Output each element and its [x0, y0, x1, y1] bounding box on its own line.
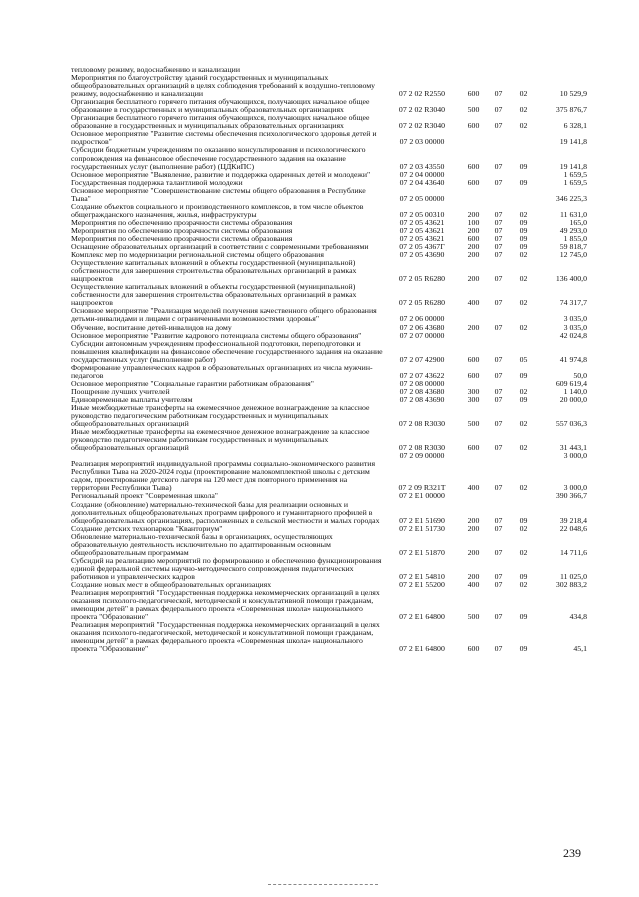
- expense-type-cell: 200: [467, 242, 480, 252]
- target-code-cell: 07 2 05 R6280: [398, 274, 446, 284]
- section-cell: 07: [494, 121, 503, 131]
- expense-name-cell: Основное мероприятие "Выявление, развитие и поддержка одаренных детей и молодежи": [71, 169, 371, 179]
- expense-type-cell: 200: [467, 209, 480, 219]
- amount-cell: [536, 66, 587, 74]
- amount-cell: 19 141,8: [559, 137, 587, 147]
- target-code-cell: 07 2 09 00000: [399, 451, 445, 461]
- subsection-cell: 09: [519, 242, 528, 252]
- subsection-cell: 09: [519, 571, 528, 581]
- amount-cell: 434,8: [569, 612, 587, 622]
- amount-cell: 3 000,0: [563, 451, 587, 461]
- subsection-cell: 02: [519, 121, 528, 131]
- amount-cell: 165,0: [569, 217, 587, 227]
- section-cell: 07: [494, 209, 503, 219]
- expense-name-cell: Осуществление капитальных вложений в объекты государственной (муниципальной) собственности для завершения строительства образовательных организаций в рамках нацпроектов: [71, 258, 357, 284]
- target-code-cell: 07 2 Е1 51730: [399, 523, 445, 533]
- expense-name-cell: Государственная поддержка талантливой молодежи: [71, 177, 243, 187]
- section-cell: 07: [494, 161, 503, 171]
- expense-name-cell: Осуществление капитальных вложений в объекты государственной (муниципальной) собственности для завершения строительства образовательных организаций в рамках нацпроектов: [71, 282, 357, 308]
- expense-type-cell: 300: [467, 386, 480, 396]
- subsection-cell: 02: [519, 523, 528, 533]
- target-code-cell: 07 2 Е1 54810: [399, 571, 445, 581]
- subsection-cell: 02: [519, 298, 528, 308]
- expense-type-cell: 600: [467, 370, 480, 380]
- table-row: [71, 146, 587, 170]
- target-code-cell: 07 2 09 R321Т: [398, 483, 446, 493]
- expense-type-cell: 600: [467, 161, 480, 171]
- expense-name-cell: Формирование управленческих кадров в образовательных организациях из числа мужчин-педагогов: [71, 362, 373, 380]
- table-row: [71, 283, 587, 307]
- section-cell: 07: [494, 233, 503, 243]
- expense-type-cell: 200: [467, 322, 480, 332]
- section-cell: 07: [494, 394, 503, 404]
- expense-name-cell: Обучение, воспитание детей-инвалидов на дому: [71, 322, 232, 332]
- expense-type-cell: 600: [467, 89, 480, 99]
- target-code-cell: 07 2 04 00000: [399, 169, 445, 179]
- table-row: [71, 557, 587, 581]
- expense-type-cell: 600: [467, 121, 480, 131]
- amount-cell: 375 876,7: [555, 105, 587, 115]
- expense-name-cell: Создание новых мест в общеобразовательных организациях: [71, 580, 272, 589]
- amount-cell: 45,1: [573, 644, 587, 654]
- table-row: [71, 203, 587, 219]
- target-code-cell: 07 2 05 43690: [399, 250, 445, 260]
- expense-type-cell: 600: [467, 354, 480, 364]
- budget-table: [71, 66, 587, 653]
- subsection-cell: 02: [519, 89, 528, 99]
- section-cell: 07: [494, 571, 503, 581]
- expense-name-cell: Создание (обновление) материально-технической базы для реализации основных и дополнительных общеобразовательных программ цифрового и гуманитарного профилей в общеобразовательных организациях, расположенных в сельской местности и малых городах: [71, 499, 380, 525]
- table-row: [71, 74, 587, 98]
- target-code-cell: 07 2 Е1 64800: [399, 644, 445, 654]
- expense-type-cell: [461, 307, 486, 323]
- subsection-cell: 09: [519, 370, 528, 380]
- target-code-cell: [383, 66, 461, 74]
- expense-type-cell: [461, 492, 486, 500]
- section-cell: 07: [494, 177, 503, 187]
- amount-cell: 42 024,8: [559, 330, 587, 340]
- section-cell: 07: [494, 225, 503, 235]
- target-code-cell: 07 2 Е1 00000: [399, 491, 445, 501]
- table-row: [71, 460, 587, 492]
- subsection-cell: [511, 66, 536, 74]
- section-cell: 07: [494, 443, 503, 453]
- section-cell: 07: [494, 298, 503, 308]
- subsection-cell: 02: [519, 105, 528, 115]
- section-cell: [486, 187, 511, 203]
- expense-name-cell: Организация бесплатного горячего питания обучающихся, получающих начальное общее образование в государственных и муниципальных образовательных организациях: [71, 97, 370, 115]
- section-cell: 07: [494, 386, 503, 396]
- expense-name-cell: тепловому режиму, водоснабжению и канализации: [71, 65, 241, 74]
- section-cell: 07: [494, 217, 503, 227]
- expense-type-cell: 400: [467, 483, 480, 493]
- expense-type-cell: [461, 130, 486, 146]
- expense-type-cell: 600: [467, 644, 480, 654]
- expense-name-cell: Субсидии автономным учреждениям профессиональной подготовки, переподготовки и повышения квалификации на финансовое обеспечение государственного задания на оказание государственных услуг (выполнение работ): [71, 338, 383, 364]
- expense-type-cell: 500: [467, 612, 480, 622]
- expense-type-cell: 400: [467, 580, 480, 589]
- target-code-cell: 07 2 08 43680: [399, 386, 445, 396]
- subsection-cell: 09: [519, 177, 528, 187]
- table-row: [71, 340, 587, 364]
- section-cell: [486, 452, 511, 460]
- expense-name-cell: Субсидий на реализацию мероприятий по формированию и обеспечению функционирования единой федеральной системы научно-методического сопровождения педагогических работников и управленческих кадров: [71, 555, 382, 581]
- target-code-cell: 07 2 08 00000: [399, 378, 445, 388]
- table-row: [71, 364, 587, 380]
- target-code-cell: 07 2 06 43680: [399, 322, 445, 332]
- subsection-cell: 02: [519, 443, 528, 453]
- expense-type-cell: 300: [467, 394, 480, 404]
- page-number: 239: [563, 846, 581, 860]
- subsection-cell: 02: [519, 419, 528, 429]
- target-code-cell: 07 2 02 R3040: [398, 121, 446, 131]
- section-cell: 07: [494, 105, 503, 115]
- table-row: [71, 501, 587, 525]
- subsection-cell: 02: [519, 386, 528, 396]
- table-row: [71, 621, 587, 653]
- expense-name-cell: Иные межбюджетные трансферты на ежемесячное денежное вознаграждение за классное руководство педагогическим работникам государственных и муниципальных общеобразовательных организаций: [71, 402, 370, 429]
- section-cell: [486, 332, 511, 340]
- expense-name-cell: Основное мероприятие "Развитие системы обеспечения психологического здоровья детей и подростков": [71, 129, 377, 147]
- amount-cell: 50,0: [573, 370, 587, 380]
- table-row: [71, 307, 587, 323]
- table-row: [71, 98, 587, 114]
- amount-cell: 41 974,8: [559, 354, 587, 364]
- amount-cell: 136 400,0: [555, 274, 587, 284]
- target-code-cell: 07 2 04 43640: [399, 177, 445, 187]
- expense-type-cell: [461, 187, 486, 203]
- expense-name-cell: Мероприятия по благоустройству зданий государственных и муниципальных общеобразовательных организаций в целях соблюдения требований к воздушно-тепловому режиму, водоснабжению и канализации: [71, 73, 376, 99]
- amount-cell: 19 141,8: [559, 161, 587, 171]
- section-cell: 07: [494, 242, 503, 252]
- section-cell: 07: [494, 612, 503, 622]
- expense-name-cell: Комплекс мер по модернизации региональной системы общего образования: [71, 250, 324, 260]
- expense-type-cell: 200: [467, 515, 480, 525]
- expense-name-cell: Мероприятия по обеспечению прозрачности системы образования: [71, 225, 293, 235]
- target-code-cell: 07 2 Е1 55200: [399, 580, 445, 589]
- subsection-cell: 09: [519, 233, 528, 243]
- section-cell: 07: [494, 89, 503, 99]
- expense-name-cell: Поощрение лучших учителей: [71, 386, 170, 396]
- target-code-cell: 07 2 05 43621: [399, 233, 445, 243]
- amount-cell: 3 035,0: [563, 314, 587, 324]
- expense-type-cell: 200: [467, 274, 480, 284]
- target-code-cell: 07 2 08 R3030: [398, 419, 446, 429]
- section-cell: 07: [494, 322, 503, 332]
- section-cell: 07: [494, 523, 503, 533]
- expense-name-cell: Обновление материально-технической базы в организациях, осуществляющих образовательную деятельность исключительно по адаптированным основным общеобразовательным программам: [71, 531, 333, 557]
- expense-type-cell: 600: [467, 233, 480, 243]
- amount-cell: 14 711,6: [560, 547, 587, 557]
- amount-cell: 6 328,1: [563, 121, 587, 131]
- budget-table-body: [71, 66, 587, 653]
- subsection-cell: 02: [519, 580, 528, 589]
- target-code-cell: 07 2 07 00000: [399, 330, 445, 340]
- amount-cell: 346 225,3: [555, 193, 587, 203]
- subsection-cell: 09: [519, 612, 528, 622]
- amount-cell: 39 218,4: [559, 515, 587, 525]
- expense-name-cell: Основное мероприятие "Реализация моделей получения качественного общего образования детьми-инвалидами и лицами с ограниченными возможностями здоровья": [71, 306, 377, 324]
- subsection-cell: 02: [519, 322, 528, 332]
- target-code-cell: 07 2 02 R2550: [398, 89, 446, 99]
- amount-cell: 74 317,7: [559, 298, 587, 308]
- amount-cell: 49 293,0: [559, 225, 587, 235]
- amount-cell: 22 048,6: [559, 523, 587, 533]
- subsection-cell: 02: [519, 483, 528, 493]
- subsection-cell: 02: [519, 250, 528, 260]
- amount-cell: 3 000,0: [563, 483, 587, 493]
- expense-name-cell: Субсидии бюджетным учреждениям по оказанию консультирования и психологического сопровождения на финансовое обеспечение государственного задания на оказание государственных услуг (выполнение работ) (ЦДКиПС): [71, 145, 366, 171]
- expense-name-cell: Основное мероприятие "Развитие кадрового потенциала системы общего образования": [71, 330, 362, 340]
- section-cell: [486, 130, 511, 146]
- table-row: [71, 404, 587, 428]
- target-code-cell: 07 2 05 43621: [399, 225, 445, 235]
- expense-name-cell: Мероприятия по обеспечению прозрачности системы образования: [71, 217, 293, 227]
- amount-cell: 390 366,7: [555, 491, 587, 501]
- expense-type-cell: 200: [467, 547, 480, 557]
- table-row: [71, 130, 587, 146]
- expense-name-cell: Организация бесплатного горячего питания обучающихся, получающих начальное общее образование в государственных и муниципальных образовательных организациях: [71, 113, 370, 131]
- expense-name-cell: Иные межбюджетные трансферты на ежемесячное денежное вознаграждение за классное руководство педагогическим работникам государственных и муниципальных общеобразовательных организаций: [71, 427, 370, 453]
- expense-name-cell: Реализация мероприятий "Государственная поддержка некоммерческих организаций в целях оказания психолого-педагогической, методической и консультативной помощи гражданам, имеющим детей" в рамках федерального проекта «Современная школа» национального проекта "Образование": [71, 588, 380, 622]
- target-code-cell: 07 2 05 R6280: [398, 298, 446, 308]
- target-code-cell: 07 2 03 00000: [399, 137, 445, 147]
- section-cell: [486, 492, 511, 500]
- expense-type-cell: 200: [467, 250, 480, 260]
- amount-cell: 1 659,5: [563, 169, 587, 179]
- target-code-cell: 07 2 08 43690: [399, 394, 445, 404]
- section-cell: 07: [494, 515, 503, 525]
- target-code-cell: 07 2 05 43621: [399, 217, 445, 227]
- expense-name-cell: Региональный проект "Современная школа": [71, 491, 218, 501]
- amount-cell: 302 883,2: [555, 580, 587, 589]
- expense-type-cell: 600: [467, 177, 480, 187]
- section-cell: 07: [494, 547, 503, 557]
- target-code-cell: 07 2 Е1 51870: [399, 547, 445, 557]
- expense-type-cell: [461, 332, 486, 340]
- target-code-cell: 07 2 07 42900: [399, 354, 445, 364]
- section-cell: 07: [494, 483, 503, 493]
- subsection-cell: 09: [519, 161, 528, 171]
- expense-name-cell: Реализация мероприятий "Государственная поддержка некоммерческих организаций в целях оказания психолого-педагогической, методической и консультативной помощи гражданам, имеющим детей" в рамках федерального проекта «Современная школа» национального проекта "Образование": [71, 620, 380, 654]
- amount-cell: 10 529,9: [559, 89, 587, 99]
- footer-rule: [268, 884, 378, 885]
- target-code-cell: 07 2 05 00000: [399, 193, 445, 203]
- subsection-cell: 02: [519, 547, 528, 557]
- expense-type-cell: [461, 66, 486, 74]
- expense-name-cell: Основное мероприятие "Совершенствование системы общего образования в Республике Тыва": [71, 185, 366, 203]
- table-row: [71, 259, 587, 283]
- subsection-cell: [511, 307, 536, 323]
- amount-cell: 1 140,0: [563, 386, 587, 396]
- amount-cell: 59 818,7: [559, 242, 587, 252]
- expense-name-cell: Единовременные выплаты учителям: [71, 394, 193, 404]
- table-row: [71, 187, 587, 203]
- expense-type-cell: [461, 452, 486, 460]
- expense-type-cell: 600: [467, 443, 480, 453]
- subsection-cell: [511, 332, 536, 340]
- subsection-cell: [511, 492, 536, 500]
- expense-type-cell: 200: [467, 225, 480, 235]
- table-row: [71, 533, 587, 557]
- expense-name-cell: Создание детских технопарков "Кванториум": [71, 523, 223, 533]
- expense-type-cell: 500: [467, 419, 480, 429]
- expense-name-cell: Основное мероприятие "Социальные гарантии работникам образования": [71, 378, 314, 388]
- target-code-cell: 07 2 Е1 51690: [399, 515, 445, 525]
- subsection-cell: 09: [519, 217, 528, 227]
- section-cell: 07: [494, 580, 503, 589]
- expense-type-cell: 100: [467, 217, 480, 227]
- subsection-cell: [511, 452, 536, 460]
- amount-cell: 11 631,0: [560, 209, 587, 219]
- amount-cell: 31 443,1: [559, 443, 587, 453]
- target-code-cell: 07 2 02 R3040: [398, 105, 446, 115]
- expense-type-cell: 500: [467, 105, 480, 115]
- amount-cell: 11 025,0: [560, 571, 587, 581]
- table-row: [71, 428, 587, 452]
- target-code-cell: 07 2 06 00000: [399, 314, 445, 324]
- subsection-cell: 02: [519, 209, 528, 219]
- section-cell: 07: [494, 250, 503, 260]
- table-row: [71, 589, 587, 621]
- amount-cell: 20 000,0: [559, 394, 587, 404]
- target-code-cell: 07 2 05 00310: [399, 209, 445, 219]
- target-code-cell: 07 2 03 43550: [399, 161, 445, 171]
- expense-name-cell: Мероприятия по обеспечению прозрачности системы образования: [71, 233, 293, 243]
- subsection-cell: 09: [519, 394, 528, 404]
- subsection-cell: [511, 187, 536, 203]
- amount-cell: 1 855,0: [563, 233, 587, 243]
- amount-cell: 12 745,0: [559, 250, 587, 260]
- subsection-cell: 09: [519, 225, 528, 235]
- section-cell: 07: [494, 644, 503, 654]
- subsection-cell: 09: [519, 515, 528, 525]
- subsection-cell: 05: [519, 354, 528, 364]
- expense-name-cell: Оснащение образовательных организаций в соответствии с современными требованиями: [71, 242, 369, 252]
- expense-name-cell: Реализация мероприятий индивидуальной программы социально-экономического развития Республики Тыва на 2020-2024 годы (проектирование малокомплектной школы с детским садом, проектирование детского лагеря на 120 мест для повторного применения на территории Республики Тыва): [71, 459, 376, 493]
- expense-type-cell: 400: [467, 298, 480, 308]
- section-cell: 07: [494, 354, 503, 364]
- section-cell: 07: [494, 370, 503, 380]
- subsection-cell: 02: [519, 274, 528, 284]
- amount-cell: 609 619,4: [555, 378, 587, 388]
- section-cell: [486, 307, 511, 323]
- amount-cell: 557 036,3: [555, 419, 587, 429]
- expense-type-cell: 200: [467, 571, 480, 581]
- amount-cell: 3 035,0: [563, 322, 587, 332]
- target-code-cell: 07 2 07 43622: [399, 370, 445, 380]
- subsection-cell: [511, 130, 536, 146]
- section-cell: 07: [494, 419, 503, 429]
- expense-type-cell: 200: [467, 523, 480, 533]
- section-cell: 07: [494, 274, 503, 284]
- section-cell: [486, 66, 511, 74]
- table-row: [71, 114, 587, 130]
- target-code-cell: 07 2 08 R3030: [398, 443, 446, 453]
- expense-name-cell: Создание объектов социального и производственного комплексов, в том числе объектов общегражданского назначения, жилья, инфраструктуры: [71, 201, 364, 219]
- target-code-cell: 07 2 05 4367Г: [399, 242, 445, 252]
- target-code-cell: 07 2 Е1 64800: [399, 612, 445, 622]
- amount-cell: 1 659,5: [563, 177, 587, 187]
- subsection-cell: 09: [519, 644, 528, 654]
